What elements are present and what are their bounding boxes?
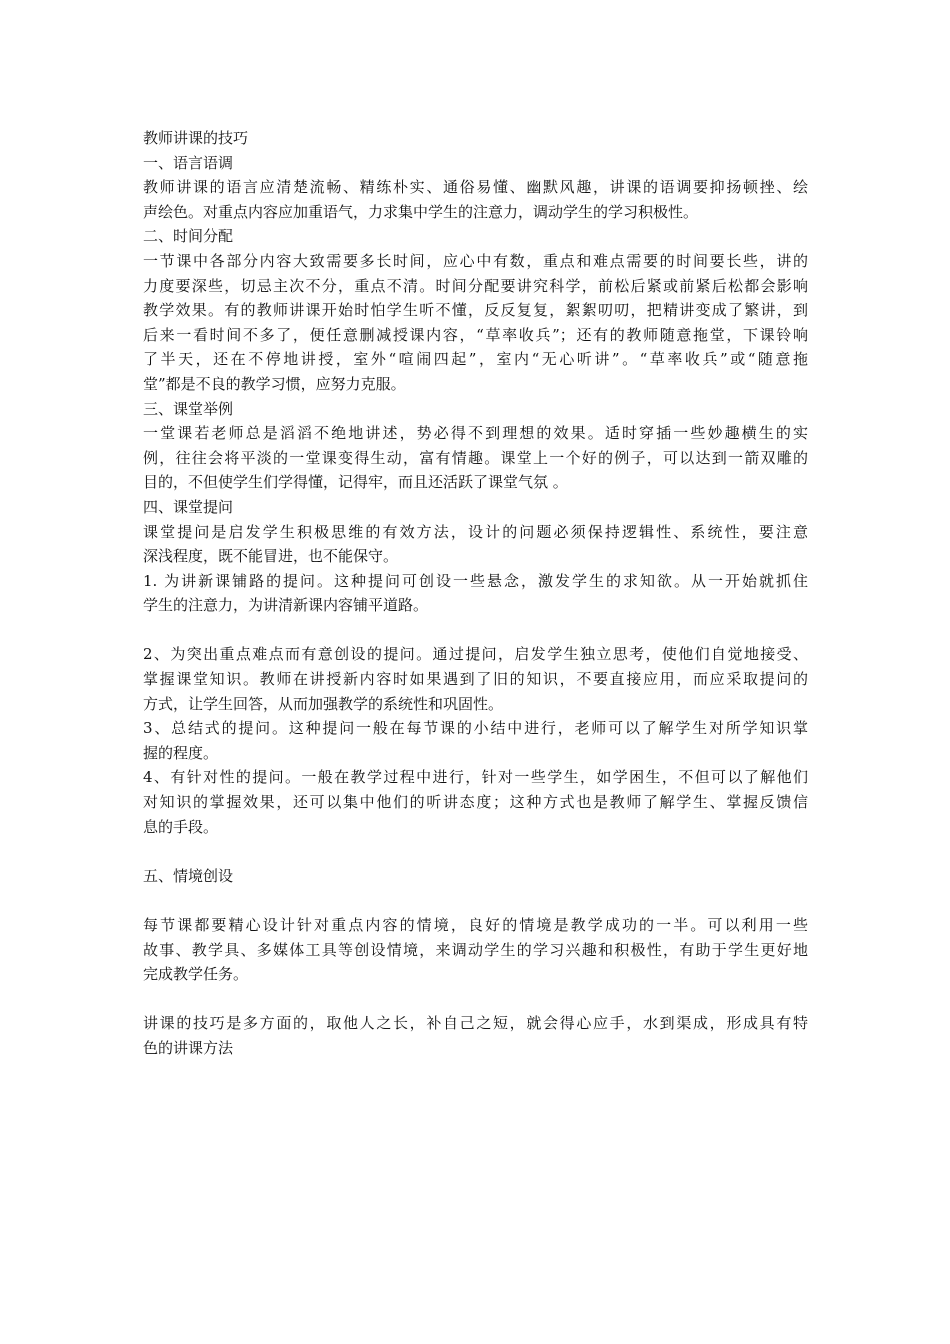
blank-line: [143, 987, 808, 1012]
paragraph-line: 完成教学任务。: [143, 965, 249, 984]
list-item-line: 掌握课堂知识。教师在讲授新内容时如果遇到了旧的知识，不要直接应用，而应采取提问的: [143, 670, 808, 689]
list-item-line: 方式，让学生回答，从而加强教学的系统性和巩固性。: [143, 694, 504, 713]
paragraph-line: 教师讲课的语言应清楚流畅、精练朴实、通俗易懂、幽默风趣，讲课的语调要抑扬顿挫、绘: [143, 178, 808, 197]
paragraph-line: 课堂提问是启发学生积极思维的有效方法，设计的问题必须保持逻辑性、系统性，要注意: [143, 522, 808, 541]
list-item-line: 1. 为讲新课铺路的提问。这种提问可创设一些悬念，激发学生的求知欲。从一开始就抓住: [143, 571, 808, 590]
document-page: [143, 126, 808, 1061]
paragraph-line: 深浅程度，既不能冒进，也不能保守。: [143, 547, 399, 566]
section-heading: 二、时间分配: [143, 227, 234, 246]
paragraph-line: 后来一看时间不多了，便任意删减授课内容，“草率收兵”；还有的教师随意拖堂，下课铃响: [143, 325, 808, 344]
paragraph-line: 故事、教学具、多媒体工具等创设情境，来调动学生的学习兴趣和积极性，有助于学生更好地: [143, 940, 808, 959]
list-item-line: 4、有针对性的提问。一般在教学过程中进行，针对一些学生，如学困生，不但可以了解他们: [143, 768, 808, 787]
paragraph-line: 教学效果。有的教师讲课开始时怕学生听不懂，反反复复，絮絮叨叨，把精讲变成了繁讲，到: [143, 301, 808, 320]
list-item-line: 学生的注意力，为讲清新课内容铺平道路。: [143, 596, 429, 615]
paragraph-line: 例，往往会将平淡的一堂课变得生动，富有情趣。课堂上一个好的例子，可以达到一箭双雕的: [143, 448, 808, 467]
list-item-line: 息的手段。: [143, 817, 219, 836]
paragraph-line: 力度要深些，切忌主次不分，重点不清。时间分配要讲究科学，前松后紧或前紧后松都会影响: [143, 276, 808, 295]
paragraph-line: 一节课中各部分内容大致需要多长时间，应心中有数，重点和难点需要的时间要长些，讲的: [143, 251, 808, 270]
section-heading: 三、课堂举例: [143, 399, 234, 418]
list-item-line: 对知识的掌握效果，还可以集中他们的听讲态度；这种方式也是教师了解学生、掌握反馈信: [143, 793, 808, 812]
section-heading: 一、语言语调: [143, 153, 234, 172]
paragraph-line: 了半天，还在不停地讲授，室外“喧闹四起”，室内“无心听讲”。“草率收兵”或“随意拖: [143, 350, 808, 369]
blank-line: [143, 888, 808, 913]
section-heading: 四、课堂提问: [143, 497, 234, 516]
closing-line: 讲课的技巧是多方面的，取他人之长，补自己之短，就会得心应手，水到渠成，形成具有特: [143, 1014, 808, 1033]
paragraph-line: 目的，不但使学生们学得懂，记得牢，而且还活跃了课堂气氛 。: [143, 473, 568, 492]
list-item-line: 3、总结式的提问。这种提问一般在每节课的小结中进行，老师可以了解学生对所学知识掌: [143, 719, 808, 738]
paragraph-line: 堂”都是不良的教学习惯，应努力克服。: [143, 374, 406, 393]
list-item-line: 握的程度。: [143, 743, 219, 762]
closing-line: 色的讲课方法: [143, 1038, 234, 1057]
list-item-line: 2、为突出重点难点而有意创设的提问。通过提问，启发学生独立思考，使他们自觉地接受、: [143, 645, 808, 664]
blank-line: [143, 839, 808, 864]
blank-line: [143, 618, 808, 643]
paragraph-line: 一堂课若老师总是滔滔不绝地讲述，势必得不到理想的效果。适时穿插一些妙趣横生的实: [143, 424, 808, 443]
document-title: 教师讲课的技巧: [143, 129, 249, 147]
section-heading: 五、情境创设: [143, 866, 234, 885]
paragraph-line: 每节课都要精心设计针对重点内容的情境，良好的情境是教学成功的一半。可以利用一些: [143, 916, 808, 934]
paragraph-line: 声绘色。对重点内容应加重语气，力求集中学生的注意力，调动学生的学习积极性。: [143, 202, 699, 221]
